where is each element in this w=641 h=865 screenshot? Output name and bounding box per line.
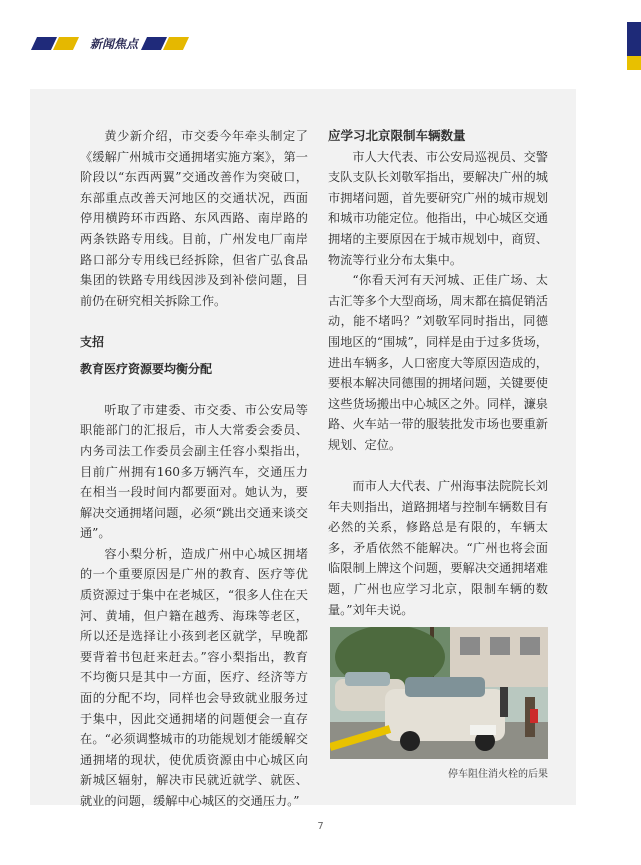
body-paragraph: 而市人大代表、广州海事法院院长刘年夫则指出，道路拥堵与控制车辆数目有必然的关系，修路总是有限的，车辆太多，矛盾依然不能解决。“广州也将会面临限制上牌这个问题，要解决交通拥堵难题，广州也应学习北京，限制车辆的数量。”刘年夫说。 bbox=[328, 479, 548, 617]
page-number: 7 bbox=[317, 821, 324, 832]
right-heading: 应学习北京限制车辆数量 bbox=[328, 128, 466, 143]
body-paragraph: 市人大代表、市公安局巡视员、交警支队支队长刘敬军指出，要解决广州的城市拥堵问题，首先要研究广州的城市规划和城市功能定位。他指出，中心城区交通拥堵的主要原因在于城市规划中，商贸、物流等行业分布太集中。 bbox=[328, 149, 548, 267]
subhead-label: 支招 bbox=[80, 334, 105, 349]
section-title: 新闻焦点 bbox=[90, 37, 139, 51]
body-paragraph: 听取了市建委、市交委、市公安局等职能部门的汇报后，市人大常委会委员、内务司法工作委员会副主任容小梨指出，目前广州拥有160多万辆汽车，交通压力在相当一段时间内都要面对。她认为，要解决交通拥堵问题，必须“跳出交通来谈交通”。 bbox=[80, 402, 308, 541]
news-photo bbox=[330, 627, 548, 759]
header-stripe bbox=[53, 37, 79, 50]
left-column bbox=[80, 126, 308, 812]
header-stripe bbox=[163, 37, 189, 50]
intro-paragraph: 黄少新介绍，市交委今年牵头制定了《缓解广州城市交通拥堵实施方案》，第一阶段以“东西两翼”交通改善作为突破口，东部重点改善天河地区的交通状况，西面停用横跨环市西路、东风西路、南岸路的两条铁路专用线。目前，广州发电厂南岸路口部分专用线已经拆除，但省广弘食品集团的铁路专用线因涉及到补偿问题，目前仍在研究相关拆除工作。 bbox=[80, 129, 308, 308]
body-paragraph: “你看天河有天河城、正佳广场、太古汇等多个大型商场，周末都在搞促销活动，能不堵吗？”刘敬军同时指出，同德围地区的“围城”，同样是由于过多货场，进出车辆多，人口密度大等原因造成的，要根本解决同德围的拥堵问题，关键要使这些货场搬出中心城区之外。同样，濂泉路、火车站一带的服装批发市场也要重新规划、定位。 bbox=[328, 273, 548, 452]
subhead-title: 教育医疗资源要均衡分配 bbox=[80, 361, 213, 376]
article-panel bbox=[30, 89, 576, 808]
page-edge-tab bbox=[627, 22, 641, 56]
body-paragraph: 容小梨分析，造成广州中心城区拥堵的一个重要原因是广州的教育、医疗等优质资源过于集中在老城区，“很多人住在天河、黄埔，但户籍在越秀、海珠等老区，所以还是选择让小孩到老区就学，早晚都要背着书包赶来赶去。”容小梨指出，教育不均衡只是其中一方面，医疗、经济等方面的分配不均，同样也会导致就业服务过于集中，因此交通拥堵的问题便会一直存在。“必须调整城市的功能规划才能缓解交通拥堵的现状，使优质资源由中心城区向新城区辐射，解决市民就近就学、就医、就业的问题，缓解中心城区的交通压力。” bbox=[80, 546, 308, 808]
page-edge-tab-accent bbox=[627, 56, 641, 70]
photo-caption: 停车阻住消火栓的后果 bbox=[448, 769, 548, 780]
right-column bbox=[328, 126, 548, 647]
